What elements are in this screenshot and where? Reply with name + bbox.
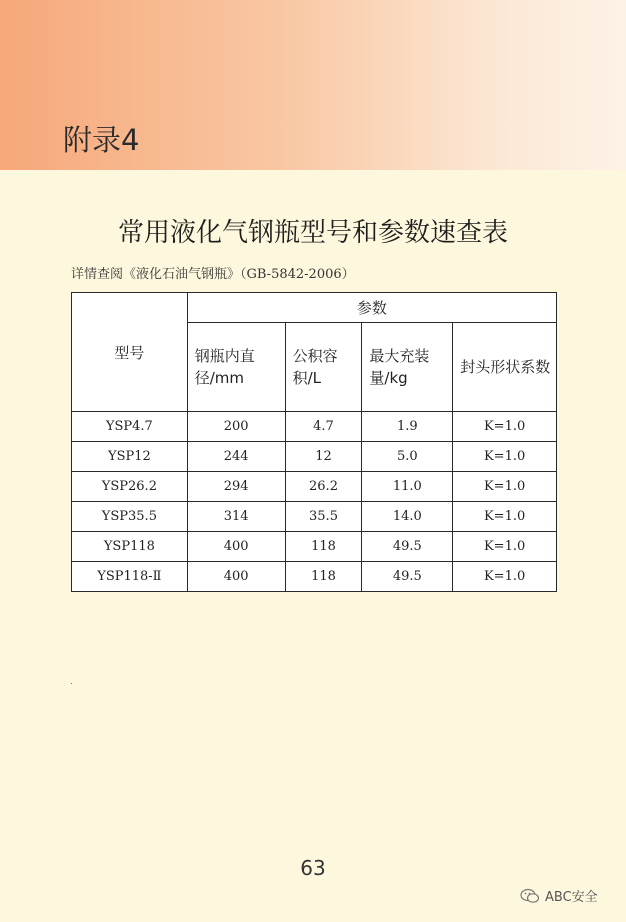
cell-diameter: 244 (187, 442, 285, 472)
cell-model: YSP26.2 (72, 472, 188, 502)
column-header: 封头形状系数 (453, 323, 557, 412)
table-row (72, 412, 557, 442)
table-row (72, 562, 557, 592)
parameter-table (71, 292, 557, 592)
cell-model: YSP118 (72, 532, 188, 562)
cell-model: YSP35.5 (72, 502, 188, 532)
cell-volume: 12 (285, 442, 362, 472)
cell-max-fill: 1.9 (362, 412, 453, 442)
cell-max-fill: 14.0 (362, 502, 453, 532)
appendix-title: 附录4 (63, 123, 140, 157)
cell-model: YSP118-Ⅱ (72, 562, 188, 592)
watermark-text: ABC安全 (545, 890, 598, 905)
watermark (520, 886, 598, 905)
page-title: 常用液化气钢瓶型号和参数速查表 (117, 218, 508, 248)
cell-diameter: 294 (187, 472, 285, 502)
cell-diameter: 200 (187, 412, 285, 442)
cell-diameter: 314 (187, 502, 285, 532)
cell-max-fill: 49.5 (362, 532, 453, 562)
model-header: 型号 (72, 293, 188, 412)
table-row (72, 442, 557, 472)
cell-head-factor: K=1.0 (453, 532, 557, 562)
params-header: 参数 (187, 293, 556, 323)
wechat-icon (520, 888, 540, 904)
table-row (72, 502, 557, 532)
column-header: 钢瓶内直径/mm (187, 323, 285, 412)
column-header: 公积容积/L (285, 323, 362, 412)
cell-volume: 35.5 (285, 502, 362, 532)
cell-diameter: 400 (187, 532, 285, 562)
reference-note: 详情查阅《液化石油气钢瓶》（GB-5842-2006） (71, 267, 355, 282)
cell-head-factor: K=1.0 (453, 502, 557, 532)
stray-mark (71, 683, 72, 684)
cell-max-fill: 49.5 (362, 562, 453, 592)
cell-diameter: 400 (187, 562, 285, 592)
cell-head-factor: K=1.0 (453, 412, 557, 442)
cell-max-fill: 5.0 (362, 442, 453, 472)
cell-volume: 118 (285, 562, 362, 592)
cell-model: YSP12 (72, 442, 188, 472)
table-row (72, 532, 557, 562)
cell-head-factor: K=1.0 (453, 442, 557, 472)
table-row (72, 472, 557, 502)
cell-volume: 26.2 (285, 472, 362, 502)
cell-volume: 118 (285, 532, 362, 562)
cell-max-fill: 11.0 (362, 472, 453, 502)
cell-head-factor: K=1.0 (453, 562, 557, 592)
page-number: 63 (300, 856, 326, 880)
cell-volume: 4.7 (285, 412, 362, 442)
cell-model: YSP4.7 (72, 412, 188, 442)
column-header: 最大充装量/kg (362, 323, 453, 412)
cell-head-factor: K=1.0 (453, 472, 557, 502)
